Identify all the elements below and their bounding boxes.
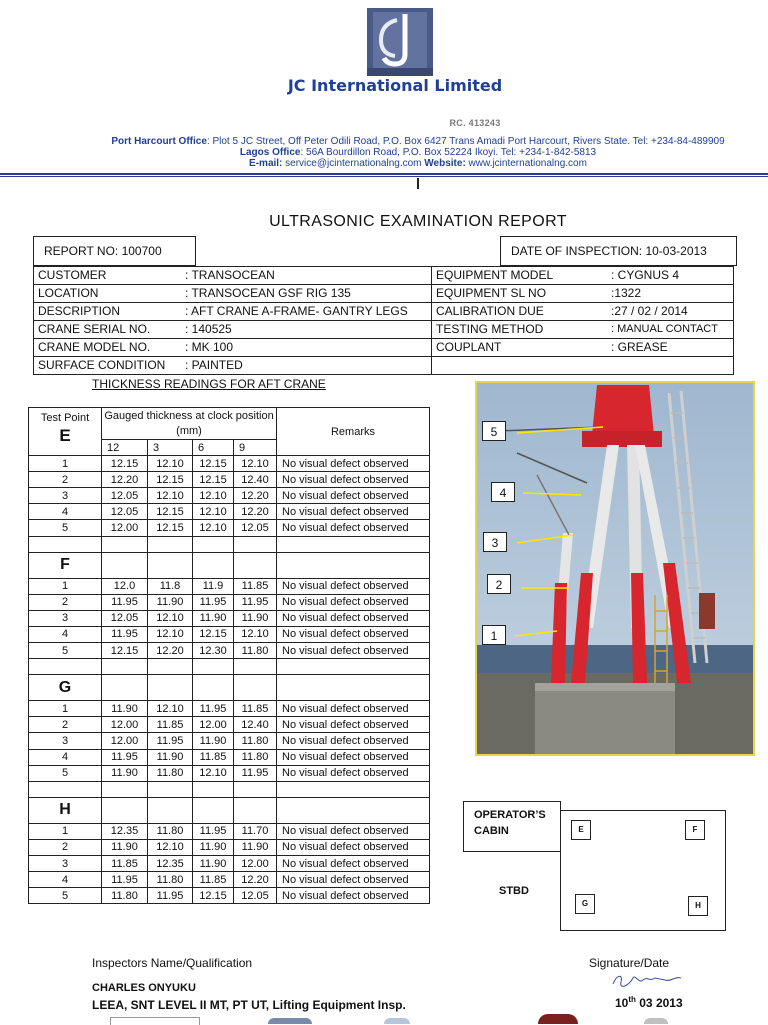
thickness-cell: 11.80: [234, 733, 277, 749]
test-point-cell: 2: [29, 594, 102, 610]
info-value: :1322: [611, 286, 642, 300]
remark-cell: No visual defect observed: [277, 717, 430, 733]
thickness-cell: 12.05: [234, 888, 277, 904]
group-label: H: [29, 797, 102, 823]
table-row: [29, 594, 430, 610]
table-row: [29, 701, 430, 717]
test-point-cell: 2: [29, 839, 102, 855]
thickness-cell: 12.00: [234, 855, 277, 871]
table-row: [29, 765, 430, 781]
thickness-cell: 12.05: [102, 488, 148, 504]
test-point-cell: 1: [29, 456, 102, 472]
thickness-cell: 11.85: [148, 717, 193, 733]
thickness-cell: 12.20: [234, 504, 277, 520]
thickness-cell: 11.95: [193, 823, 234, 839]
thickness-cell: 12.15: [102, 643, 148, 659]
rc-number: RC. 413243: [449, 118, 501, 128]
thickness-cell: 11.90: [193, 610, 234, 626]
remark-cell: No visual defect observed: [277, 594, 430, 610]
thickness-cell: 11.95: [148, 733, 193, 749]
table-row: [29, 626, 430, 642]
leg-f-marker: F: [685, 820, 705, 840]
thickness-cell: 12.20: [234, 872, 277, 888]
group-label: E: [59, 426, 71, 445]
thickness-cell: 12.10: [193, 765, 234, 781]
stbd-label: STBD: [499, 885, 529, 897]
thickness-cell: 12.10: [193, 504, 234, 520]
photo-point-label: 2: [487, 574, 511, 594]
thickness-cell: 11.85: [234, 701, 277, 717]
thickness-cell: 12.35: [102, 823, 148, 839]
info-label: DESCRIPTION: [38, 304, 121, 318]
test-point-cell: 5: [29, 888, 102, 904]
thickness-cell: 11.80: [148, 872, 193, 888]
remark-cell: No visual defect observed: [277, 456, 430, 472]
test-point-cell: 1: [29, 578, 102, 594]
thickness-cell: 11.95: [102, 872, 148, 888]
thickness-cell: 11.80: [102, 888, 148, 904]
thickness-cell: 12.0: [102, 578, 148, 594]
info-label: CRANE SERIAL NO.: [38, 322, 151, 336]
info-value: : MK 100: [185, 340, 234, 354]
remark-cell: No visual defect observed: [277, 855, 430, 871]
info-value: : AFT CRANE A-FRAME- GANTRY LEGS: [185, 304, 408, 318]
thickness-cell: 12.10: [148, 839, 193, 855]
thickness-cell: 12.20: [234, 488, 277, 504]
info-label: EQUIPMENT MODEL: [436, 268, 554, 282]
thickness-cell: 12.40: [234, 472, 277, 488]
test-point-cell: 3: [29, 488, 102, 504]
table-row: [29, 610, 430, 626]
inspector-name: CHARLES ONYUKU: [92, 982, 196, 994]
clock-position-header: 6: [193, 440, 234, 456]
table-row: [29, 504, 430, 520]
leg-layout-diagram: [560, 810, 726, 931]
remark-cell: No visual defect observed: [277, 520, 430, 536]
thickness-cell: 12.10: [234, 456, 277, 472]
info-value: : MANUAL CONTACT: [611, 323, 718, 335]
thickness-cell: 12.05: [102, 610, 148, 626]
accreditation-logo: [384, 1018, 410, 1024]
info-label: CUSTOMER: [38, 268, 107, 282]
info-value: : CYGNUS 4: [611, 268, 680, 282]
report-title: ULTRASONIC EXAMINATION REPORT: [269, 213, 567, 230]
thickness-cell: 12.15: [102, 456, 148, 472]
thickness-cell: 12.35: [148, 855, 193, 871]
info-value: :27 / 02 / 2014: [611, 304, 688, 318]
table-row: [29, 872, 430, 888]
thickness-cell: 11.90: [193, 733, 234, 749]
thickness-cell: 11.95: [193, 701, 234, 717]
remark-cell: No visual defect observed: [277, 578, 430, 594]
group-row: [29, 675, 430, 701]
table-row: [29, 488, 430, 504]
info-value: : TRANSOCEAN: [185, 268, 275, 282]
thickness-cell: 11.90: [234, 839, 277, 855]
signature-date: 10th 03 2013: [615, 995, 683, 1010]
photo-point-label: 1: [482, 625, 506, 645]
info-label: SURFACE CONDITION: [38, 358, 166, 372]
info-value: : 140525: [185, 322, 232, 336]
info-value: : GREASE: [611, 340, 668, 354]
thickness-cell: 11.85: [102, 855, 148, 871]
photo-point-label: 4: [491, 482, 515, 502]
test-point-cell: 5: [29, 765, 102, 781]
thickness-cell: 11.70: [234, 823, 277, 839]
thickness-cell: 11.80: [234, 749, 277, 765]
test-point-cell: 3: [29, 733, 102, 749]
table-row: [29, 717, 430, 733]
table-row: [29, 749, 430, 765]
blank-row: [29, 659, 430, 675]
thickness-cell: 12.20: [102, 472, 148, 488]
clock-position-header: 12: [102, 440, 148, 456]
thickness-cell: 11.95: [234, 594, 277, 610]
thickness-cell: 11.90: [102, 765, 148, 781]
info-label: CALIBRATION DUE: [436, 304, 544, 318]
remark-cell: No visual defect observed: [277, 733, 430, 749]
info-value: : TRANSOCEAN GSF RIG 135: [185, 286, 351, 300]
thickness-cell: 11.95: [102, 626, 148, 642]
company-logo: [367, 8, 433, 76]
remark-cell: No visual defect observed: [277, 888, 430, 904]
thickness-cell: 11.80: [148, 823, 193, 839]
crane-photo: [475, 381, 755, 756]
thickness-cell: 12.10: [234, 626, 277, 642]
thickness-cell: 12.40: [234, 717, 277, 733]
inspection-date: DATE OF INSPECTION: 10-03-2013: [500, 236, 737, 266]
thickness-cell: 12.10: [148, 488, 193, 504]
info-value: : PAINTED: [185, 358, 243, 372]
accreditation-logo: [644, 1018, 668, 1024]
test-point-header: Test Point E: [29, 408, 102, 456]
report-number: REPORT NO: 100700: [33, 236, 196, 266]
gauged-thickness-header: Gauged thickness at clock position (mm): [102, 408, 277, 440]
thickness-cell: 11.9: [193, 578, 234, 594]
thickness-cell: 11.90: [102, 839, 148, 855]
thickness-cell: 11.95: [148, 888, 193, 904]
thickness-cell: 12.10: [148, 626, 193, 642]
photo-point-label: 3: [483, 532, 507, 552]
group-row: [29, 797, 430, 823]
test-point-cell: 1: [29, 701, 102, 717]
thickness-cell: 12.00: [102, 733, 148, 749]
leg-e-marker: E: [571, 820, 591, 840]
thickness-cell: 12.15: [193, 626, 234, 642]
thickness-cell: 11.95: [102, 749, 148, 765]
table-row: [29, 472, 430, 488]
group-row: [29, 552, 430, 578]
thickness-cell: 11.85: [193, 872, 234, 888]
lagos-address: Lagos Office: 56A Bourdillon Road, P.O. Box 52224 Ikoyi. Tel: +234-1-842-5813: [239, 147, 597, 158]
table-row: [29, 643, 430, 659]
info-label: EQUIPMENT SL NO: [436, 286, 547, 300]
table-row: [29, 888, 430, 904]
contact-line: E-mail: service@jcinternationalng.com Website: www.jcinternationalng.com: [249, 158, 587, 169]
inspector-qualification: LEEA, SNT LEVEL II MT, PT UT, Lifting Equipment Insp.: [92, 998, 406, 1012]
test-point-cell: 4: [29, 626, 102, 642]
thickness-cell: 12.10: [148, 701, 193, 717]
table-row: [29, 456, 430, 472]
thickness-cell: 12.30: [193, 643, 234, 659]
thickness-cell: 12.10: [148, 610, 193, 626]
crane-illustration: [477, 383, 753, 754]
test-point-cell: 2: [29, 472, 102, 488]
table-row: [29, 733, 430, 749]
thickness-cell: 11.95: [193, 594, 234, 610]
thickness-cell: 12.10: [193, 488, 234, 504]
thickness-subheading: THICKNESS READINGS FOR AFT CRANE: [92, 377, 326, 391]
thickness-cell: 12.05: [234, 520, 277, 536]
thickness-cell: 11.90: [148, 749, 193, 765]
signature-heading: Signature/Date: [589, 956, 670, 970]
thickness-cell: 11.90: [234, 610, 277, 626]
header-rule-thin: [0, 176, 768, 177]
info-label: LOCATION: [38, 286, 99, 300]
table-row: [29, 823, 430, 839]
accreditation-logo: [268, 1018, 312, 1024]
inspector-heading: Inspectors Name/Qualification: [92, 956, 253, 970]
info-label: TESTING METHOD: [436, 322, 544, 336]
thickness-cell: 12.00: [193, 717, 234, 733]
group-label: G: [29, 675, 102, 701]
remark-cell: No visual defect observed: [277, 488, 430, 504]
thickness-cell: 12.15: [193, 456, 234, 472]
test-point-cell: 1: [29, 823, 102, 839]
thickness-cell: 12.15: [148, 520, 193, 536]
group-label: F: [29, 552, 102, 578]
table-row: [29, 520, 430, 536]
thickness-cell: 11.90: [193, 855, 234, 871]
remark-cell: No visual defect observed: [277, 823, 430, 839]
thickness-cell: 11.80: [234, 643, 277, 659]
operator-cabin-label: OPERATOR’S CABIN: [463, 801, 561, 852]
email-link[interactable]: service@jcinternationalng.com: [282, 158, 425, 169]
test-point-cell: 4: [29, 749, 102, 765]
thickness-cell: 11.95: [234, 765, 277, 781]
thickness-cell: 11.90: [102, 701, 148, 717]
thickness-cell: 12.05: [102, 504, 148, 520]
thickness-cell: 11.80: [148, 765, 193, 781]
thickness-cell: 12.15: [148, 472, 193, 488]
table-row: [29, 855, 430, 871]
remark-cell: No visual defect observed: [277, 749, 430, 765]
leg-g-marker: G: [575, 894, 595, 914]
thickness-cell: 11.90: [148, 594, 193, 610]
photo-point-label: 5: [482, 421, 506, 441]
thickness-cell: 12.00: [102, 520, 148, 536]
thickness-table: [28, 407, 430, 904]
company-name: JC International Limited: [287, 76, 503, 95]
info-label: CRANE MODEL NO.: [38, 340, 151, 354]
remark-cell: No visual defect observed: [277, 504, 430, 520]
remark-cell: No visual defect observed: [277, 839, 430, 855]
thickness-cell: 12.20: [148, 643, 193, 659]
thickness-cell: 12.15: [193, 888, 234, 904]
remark-cell: No visual defect observed: [277, 610, 430, 626]
thickness-cell: 12.10: [148, 456, 193, 472]
thickness-cell: 11.95: [102, 594, 148, 610]
test-point-cell: 3: [29, 610, 102, 626]
thickness-cell: 11.85: [234, 578, 277, 594]
thickness-cell: 11.90: [193, 839, 234, 855]
remark-cell: No visual defect observed: [277, 643, 430, 659]
remark-cell: No visual defect observed: [277, 626, 430, 642]
header-rule: [0, 173, 768, 175]
test-point-cell: 5: [29, 520, 102, 536]
table-row: [29, 839, 430, 855]
thickness-cell: 12.00: [102, 717, 148, 733]
website-link[interactable]: www.jcinternationalng.com: [465, 158, 587, 169]
test-point-cell: 2: [29, 717, 102, 733]
thickness-cell: 11.8: [148, 578, 193, 594]
clock-position-header: 9: [234, 440, 277, 456]
leg-h-marker: H: [688, 896, 708, 916]
remark-cell: No visual defect observed: [277, 701, 430, 717]
info-label: COUPLANT: [436, 340, 502, 354]
accreditation-logo: [538, 1014, 578, 1024]
test-point-cell: 3: [29, 855, 102, 871]
thickness-cell: 12.15: [148, 504, 193, 520]
test-point-cell: 4: [29, 504, 102, 520]
clock-position-header: 3: [148, 440, 193, 456]
remarks-header: Remarks: [277, 408, 430, 456]
thickness-cell: 12.10: [193, 520, 234, 536]
port-harcourt-address: Port Harcourt Office: Plot 5 JC Street, Off Peter Odili Road, P.O. Box 6427 Trans Amadi Port Harcourt, Rivers State. Tel: +234-84-489909: [111, 136, 725, 147]
thickness-cell: 12.15: [193, 472, 234, 488]
thickness-cell: 11.85: [193, 749, 234, 765]
remark-cell: No visual defect observed: [277, 872, 430, 888]
equipment-info-table: [33, 266, 734, 375]
test-point-cell: 4: [29, 872, 102, 888]
remark-cell: No visual defect observed: [277, 472, 430, 488]
test-point-cell: 5: [29, 643, 102, 659]
blank-row: [29, 781, 430, 797]
signature: [609, 970, 689, 990]
cursor-mark: [417, 178, 419, 189]
remark-cell: No visual defect observed: [277, 765, 430, 781]
table-row: [29, 578, 430, 594]
blank-row: [29, 536, 430, 552]
